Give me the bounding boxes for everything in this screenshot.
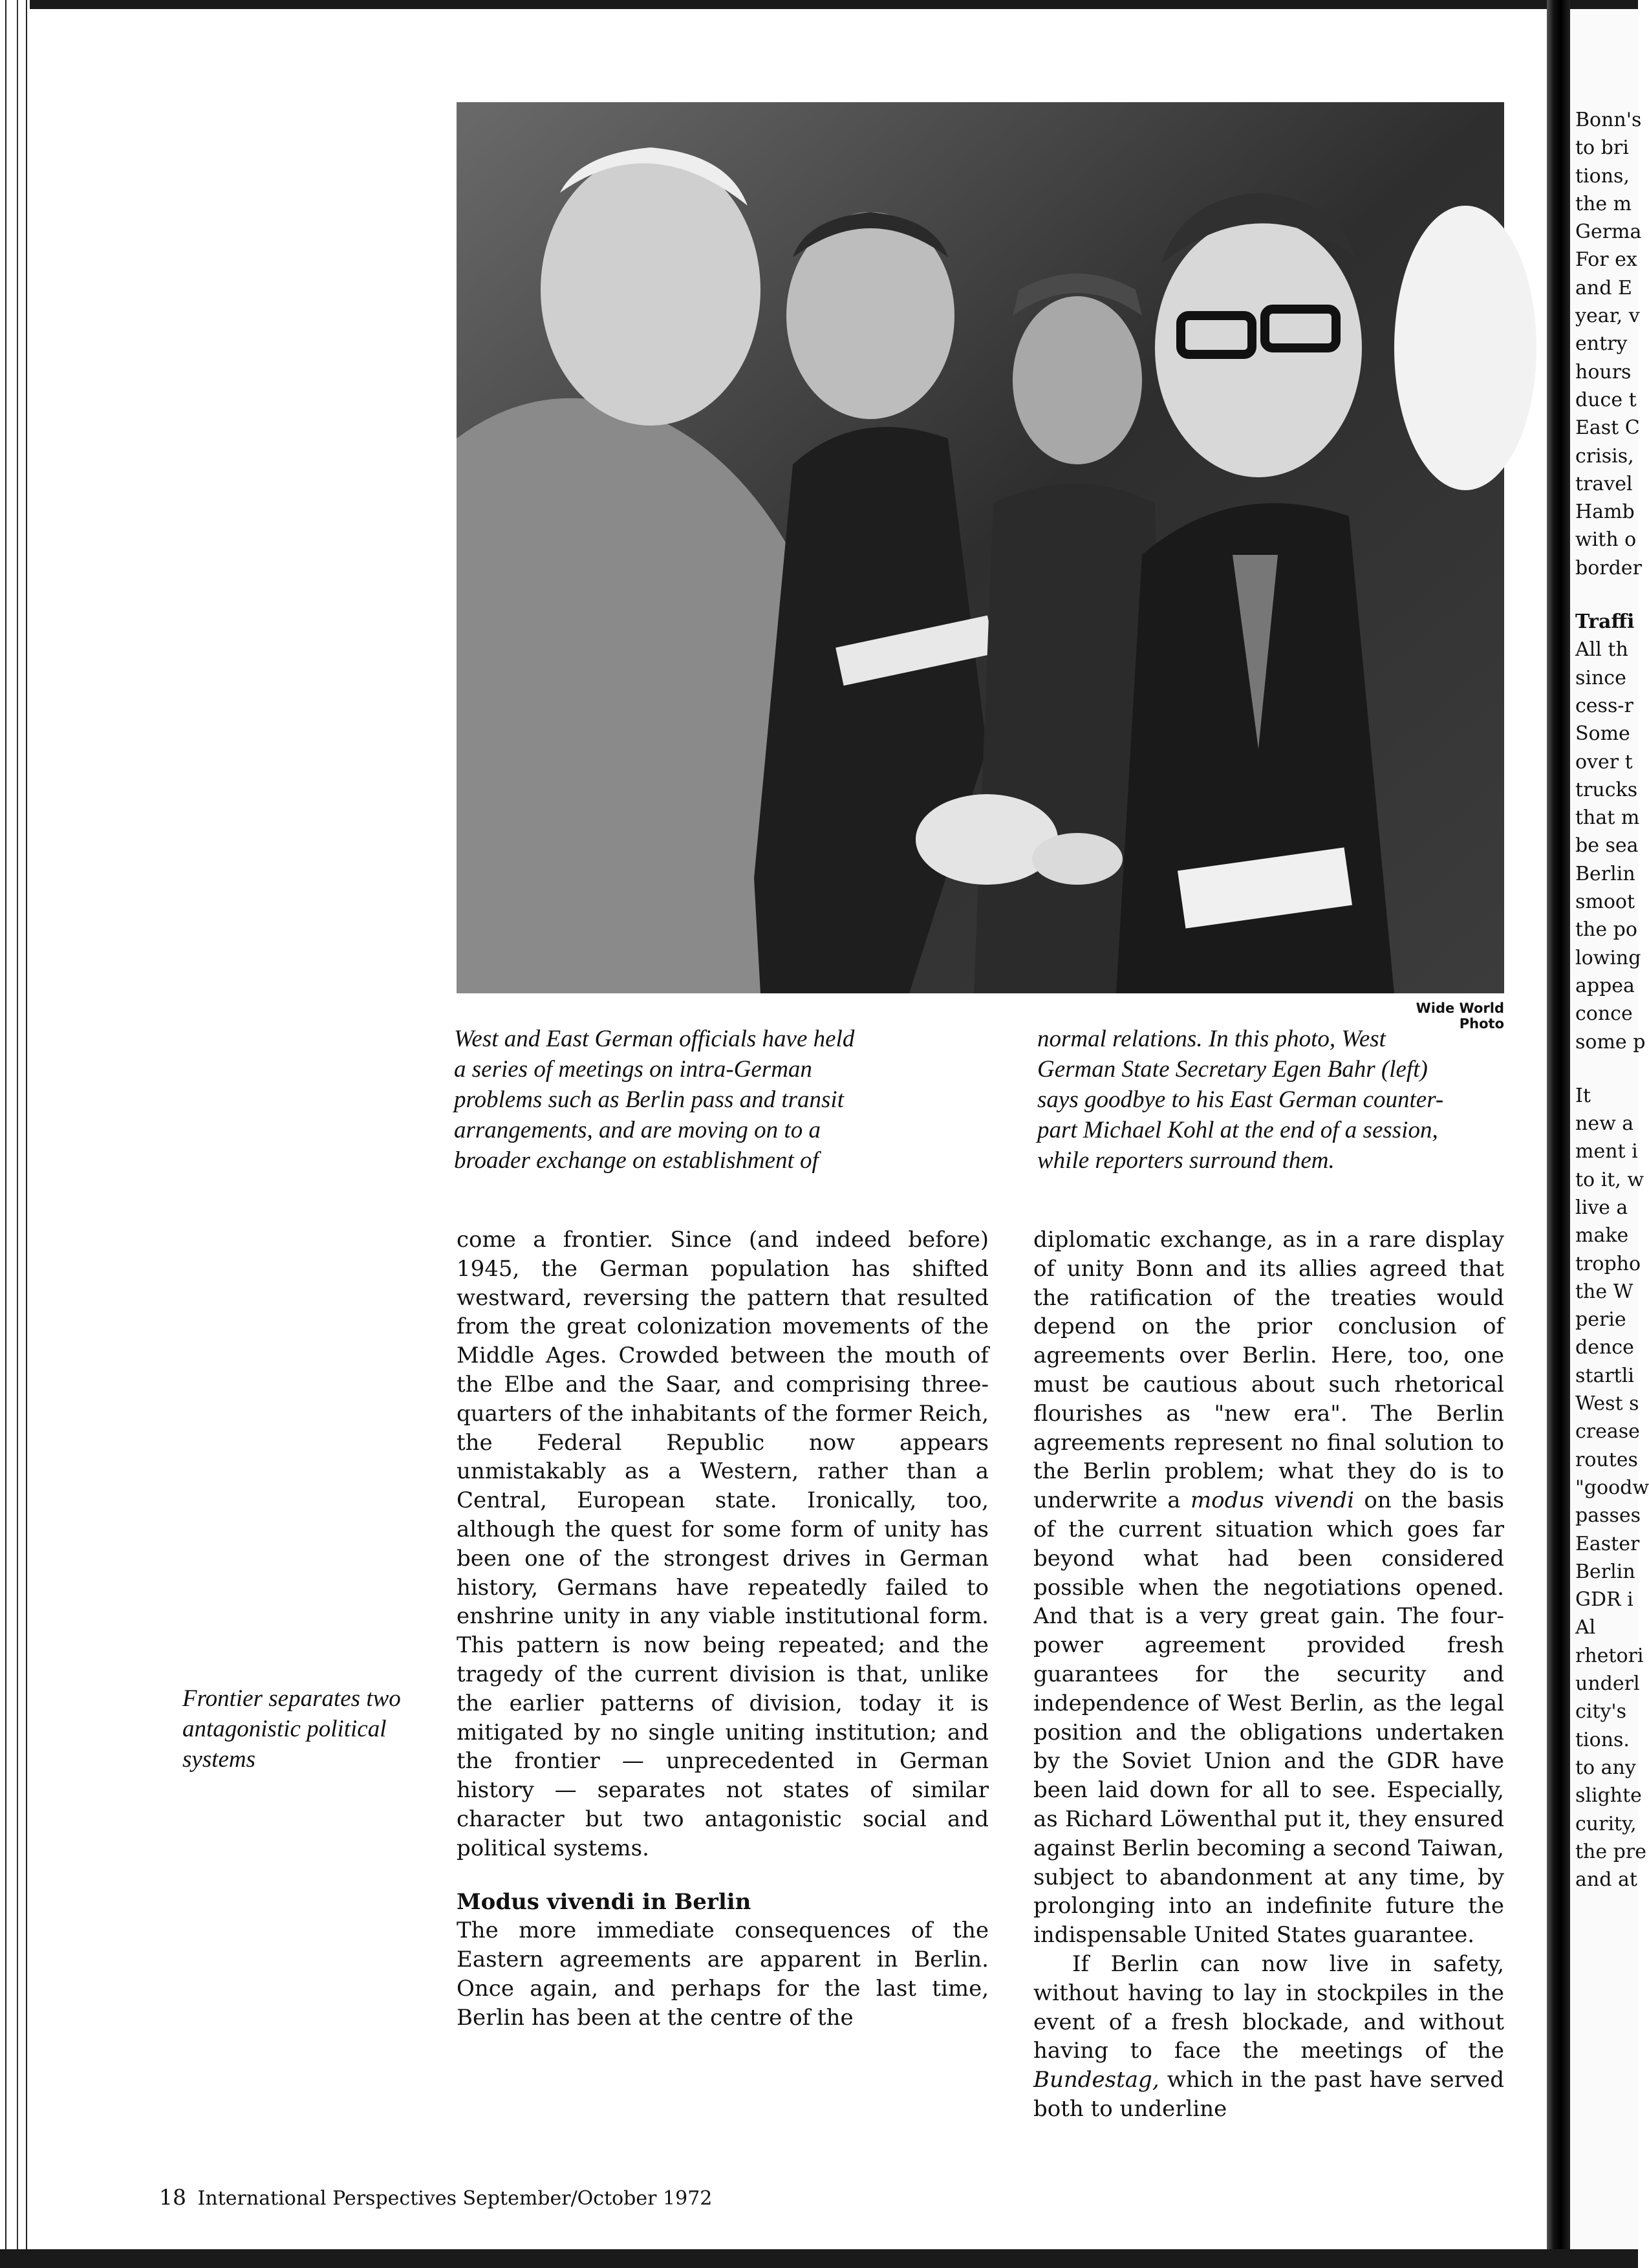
italic-term: modus vivendi — [1190, 1487, 1355, 1514]
photo-officials-icon — [457, 102, 1504, 993]
fragment-heading — [1575, 608, 1638, 636]
fragment-line: entry — [1575, 332, 1628, 356]
fragment-heading-text: Traffi — [1575, 610, 1635, 634]
facing-page-fragment — [1570, 9, 1649, 2249]
fragment-line: some p — [1575, 1030, 1646, 1053]
fragment-line: the pre — [1575, 1840, 1646, 1863]
fragment-line: perie — [1575, 1308, 1626, 1332]
fragment-line: underl — [1575, 1672, 1640, 1696]
margin-note: Frontier separates two antagonistic political systems — [182, 1685, 401, 1773]
fragment-line: to any — [1575, 1756, 1636, 1779]
fragment-line: the W — [1575, 1280, 1633, 1303]
book-gutter — [1547, 0, 1570, 2268]
page-footer — [159, 2185, 806, 2210]
fragment-line: make — [1575, 1224, 1629, 1247]
photo-caption-right — [1037, 1024, 1503, 1176]
body-paragraph: come a frontier. Since (and indeed before) 1945, the German population has shifted westward, reversing the pattern that resulted from the great colonization movements of the Middle Ages. Crowded between the mouth of the Elbe and the Saar, and comprising three-quarters of the inhabitants of the former Reich, the Federal Republic now appears unmistakably as a Western, rather than a Central, European state. Ironically, too, although the quest for some form of unity has been one of the strongest drives in German history, Germans have repeatedly failed to enshrine unity in any viable institutional form. This pattern is now being repeated; and the tragedy of the current division is that, unlike the earlier patterns of division, today it is mitigated by no single uniting institution; and the frontier — unprecedented in German history — separates not states of similar character but two antagonistic social and political systems. — [457, 1227, 989, 1861]
fragment-line: trucks — [1575, 778, 1638, 801]
fragment-line: conce — [1575, 1002, 1633, 1026]
fragment-line: crease — [1575, 1420, 1640, 1443]
fragment-line: passes — [1575, 1504, 1641, 1528]
caption-line: part Michael Kohl at the end of a session, — [1037, 1117, 1438, 1143]
fragment-line: new a — [1575, 1112, 1634, 1136]
body-paragraph — [1033, 1950, 1504, 2124]
text-run: on the basis of the current situation which goes far beyond what had been considered possible when the negotiations opened. And that is a very great gain. The four-power agreement provided fresh guarantees for the security and independence of West Berlin, as the legal position and the obligations undertaken by the Soviet Union and the GDR have been laid down for all to see. Especially, as Richard Löwenthal put it, they ensured against Berlin becoming a second Taiwan, subject to abandonment at any time, by prolonging into an indefinite future the indispensable United States guarantee. — [1033, 1487, 1504, 1949]
page-number: 18 — [159, 2185, 186, 2210]
text-run: diplomatic exchange, as in a rare display of unity Bonn and its allies agreed that the ratification of the treaties would depend on the prior conclusion of agreements over Berlin. Here, too, one must be cautious about such rhetorical flourishes as "new era". The Berlin agreements represent no final solution to the Berlin problem; what they do is to underwrite a — [1033, 1227, 1504, 1514]
caption-line: says goodbye to his East German counter- — [1037, 1086, 1444, 1113]
fragment-line: to it, w — [1575, 1168, 1644, 1191]
fragment-line: lowing — [1575, 946, 1641, 969]
fragment-line: live a — [1575, 1196, 1628, 1219]
fragment-line: travel — [1575, 472, 1633, 495]
text-run: which in the past have served both to underline — [1033, 2067, 1504, 2122]
page-top-edge — [0, 0, 1638, 9]
fragment-line: appea — [1575, 974, 1635, 997]
fragment-line: since — [1575, 666, 1626, 689]
fragment-line: Bonn's — [1575, 109, 1642, 131]
photo-caption-left — [454, 1024, 984, 1176]
fragment-line: Berlin — [1575, 862, 1635, 885]
fragment-line: "goodw — [1575, 1476, 1649, 1499]
fragment-line: that m — [1575, 806, 1640, 830]
fragment-line: be sea — [1575, 834, 1639, 858]
fragment-line: Some — [1575, 722, 1630, 746]
fragment-line: startli — [1575, 1364, 1634, 1387]
text-run: If Berlin can now live in safety, without having to lay in stockpiles in the event of a fresh blockade, and without having to face the meetings of the — [1033, 1950, 1504, 2064]
fragment-line: Germa — [1575, 221, 1642, 244]
fragment-line: tions, — [1575, 164, 1630, 188]
fragment-line: duce t — [1575, 388, 1637, 411]
fragment-line: with o — [1575, 528, 1637, 552]
fragment-line: crisis, — [1575, 444, 1634, 468]
fragment-line: the po — [1575, 918, 1637, 942]
fragment-line: ment i — [1575, 1140, 1638, 1163]
caption-line: problems such as Berlin pass and transit — [454, 1086, 844, 1113]
caption-line: a series of meetings on intra-German — [454, 1056, 812, 1083]
fragment-line: tropho — [1575, 1252, 1641, 1275]
fragment-line: to bri — [1575, 136, 1629, 160]
body-paragraph — [1033, 1226, 1504, 1950]
fragment-line: hours — [1575, 360, 1632, 383]
fragment-line: West s — [1575, 1392, 1639, 1416]
fragment-line: city's — [1575, 1700, 1627, 1723]
fragment-line: smoot — [1575, 891, 1635, 914]
page-left-edge — [0, 0, 30, 2268]
fragment-line: rhetori — [1575, 1644, 1644, 1667]
fragment-line: and E — [1575, 276, 1632, 299]
article-column-left — [457, 1226, 989, 2033]
caption-line: arrangements, and are moving on to a — [454, 1117, 821, 1143]
fragment-line: For ex — [1575, 248, 1637, 272]
fragment-line: Easter — [1575, 1532, 1640, 1555]
fragment-line: East C — [1575, 416, 1640, 440]
fragment-line: routes — [1575, 1448, 1638, 1471]
fragment-line: slighte — [1575, 1784, 1642, 1808]
caption-line: while reporters surround them. — [1037, 1147, 1335, 1174]
fragment-line: Berlin — [1575, 1560, 1635, 1583]
body-paragraph: The more immediate consequences of the Eastern agreements are apparent in Berlin. Once again, and perhaps for the last time, Berlin has been at the centre of the — [457, 1917, 989, 2031]
page-bottom-edge — [0, 2249, 1638, 2268]
fragment-line: over t — [1575, 750, 1633, 773]
fragment-line: border — [1575, 556, 1642, 579]
fragment-line: All th — [1575, 638, 1628, 662]
photo-credit: Wide World Photo — [1416, 1000, 1504, 1031]
fragment-line: cess-r — [1575, 694, 1633, 717]
news-photo — [457, 102, 1504, 993]
publication-info: International Perspectives September/October 1972 — [197, 2187, 713, 2210]
fragment-line: dence — [1575, 1336, 1634, 1359]
article-column-right — [1033, 1226, 1504, 2124]
caption-line: German State Secretary Egen Bahr (left) — [1037, 1056, 1428, 1083]
fragment-line: Al — [1575, 1616, 1596, 1639]
fragment-line: curity, — [1575, 1812, 1637, 1835]
section-heading: Modus vivendi in Berlin — [457, 1888, 751, 1915]
caption-line: West and East German officials have held — [454, 1026, 855, 1052]
caption-line: broader exchange on establishment of — [454, 1147, 819, 1174]
fragment-line: year, v — [1575, 305, 1640, 328]
fragment-line: the m — [1575, 192, 1632, 215]
fragment-line: Hamb — [1575, 501, 1635, 524]
fragment-line: and at — [1575, 1868, 1637, 1892]
fragment-line: tions. — [1575, 1728, 1630, 1751]
italic-term: Bundestag, — [1033, 2067, 1159, 2093]
caption-line: normal relations. In this photo, West — [1037, 1026, 1386, 1052]
fragment-line: It — [1575, 1084, 1591, 1107]
fragment-line: GDR i — [1575, 1588, 1633, 1612]
